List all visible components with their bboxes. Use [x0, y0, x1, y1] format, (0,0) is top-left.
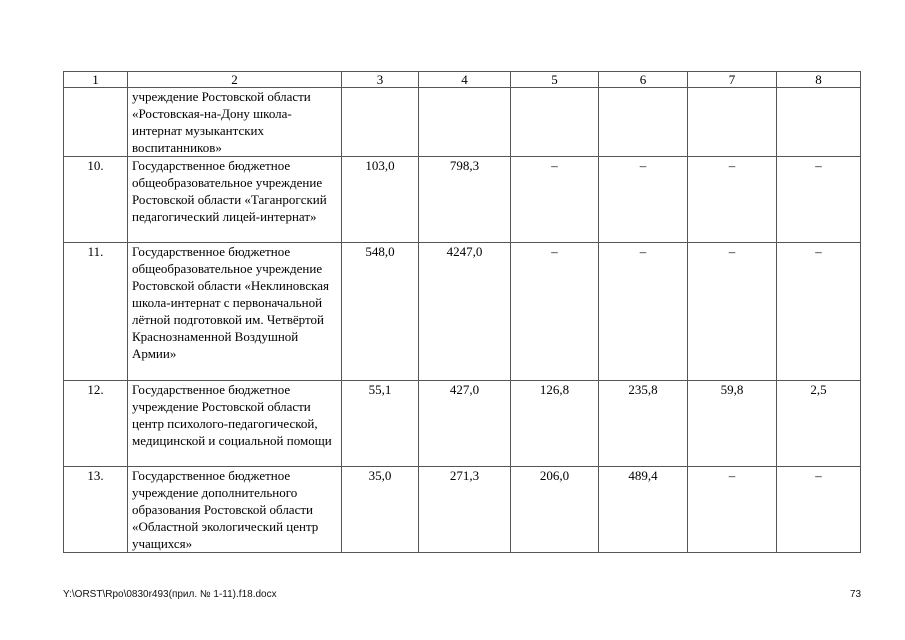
table-row — [64, 381, 861, 467]
value-col-8 — [777, 88, 861, 157]
header-col-6: 6 — [599, 72, 688, 88]
value-col-6: – — [599, 157, 688, 243]
value-col-6: – — [599, 243, 688, 381]
header-col-3: 3 — [342, 72, 419, 88]
page-number: 73 — [850, 589, 862, 600]
table-row — [64, 88, 861, 157]
header-col-8: 8 — [777, 72, 861, 88]
value-col-4: 798,3 — [419, 157, 511, 243]
value-col-7: – — [688, 243, 777, 381]
document-file-path: Y:\ORST\Rpo\0830r493(прил. № 1-11).f18.docx — [63, 589, 277, 600]
value-col-5: 126,8 — [511, 381, 599, 467]
header-col-2: 2 — [128, 72, 342, 88]
institution-name: Государственное бюджетное общеобразовательное учреждение Ростовской области «Неклиновская школа-интернат с первоначальной лётной подготовкой им. Четвёртой Краснознаменной Воздушной Армии» — [128, 243, 342, 381]
value-col-4: 427,0 — [419, 381, 511, 467]
institution-name: учреждение Ростовской области «Ростовская-на-Дону школа-интернат музыкантских воспитанников» — [128, 88, 342, 157]
value-col-7: 59,8 — [688, 381, 777, 467]
row-number: 11. — [64, 243, 128, 381]
institution-name: Государственное бюджетное общеобразовательное учреждение Ростовской области «Таганрогский педагогический лицей-интернат» — [128, 157, 342, 243]
value-col-3: 548,0 — [342, 243, 419, 381]
value-col-4: 271,3 — [419, 467, 511, 553]
data-table — [63, 71, 861, 553]
value-col-7: – — [688, 467, 777, 553]
row-number — [64, 88, 128, 157]
header-col-1: 1 — [64, 72, 128, 88]
value-col-8: – — [777, 157, 861, 243]
header-col-7: 7 — [688, 72, 777, 88]
value-col-5: – — [511, 157, 599, 243]
value-col-6: 235,8 — [599, 381, 688, 467]
value-col-7: – — [688, 157, 777, 243]
value-col-6: 489,4 — [599, 467, 688, 553]
table-row — [64, 243, 861, 381]
header-col-5: 5 — [511, 72, 599, 88]
value-col-7 — [688, 88, 777, 157]
value-col-3 — [342, 88, 419, 157]
value-col-5 — [511, 88, 599, 157]
value-col-3: 55,1 — [342, 381, 419, 467]
table-row — [64, 157, 861, 243]
header-col-4: 4 — [419, 72, 511, 88]
row-number: 13. — [64, 467, 128, 553]
value-col-5: 206,0 — [511, 467, 599, 553]
value-col-3: 35,0 — [342, 467, 419, 553]
value-col-3: 103,0 — [342, 157, 419, 243]
value-col-4: 4247,0 — [419, 243, 511, 381]
table-row — [64, 467, 861, 553]
value-col-8: – — [777, 243, 861, 381]
value-col-5: – — [511, 243, 599, 381]
value-col-8: – — [777, 467, 861, 553]
institution-name: Государственное бюджетное учреждение дополнительного образования Ростовской области «Областной экологический центр учащихся» — [128, 467, 342, 553]
value-col-4 — [419, 88, 511, 157]
header-row — [64, 72, 861, 88]
value-col-6 — [599, 88, 688, 157]
row-number: 10. — [64, 157, 128, 243]
row-number: 12. — [64, 381, 128, 467]
value-col-8: 2,5 — [777, 381, 861, 467]
institution-name: Государственное бюджетное учреждение Ростовской области центр психолого-педагогической, медицинской и социальной помощи — [128, 381, 342, 467]
